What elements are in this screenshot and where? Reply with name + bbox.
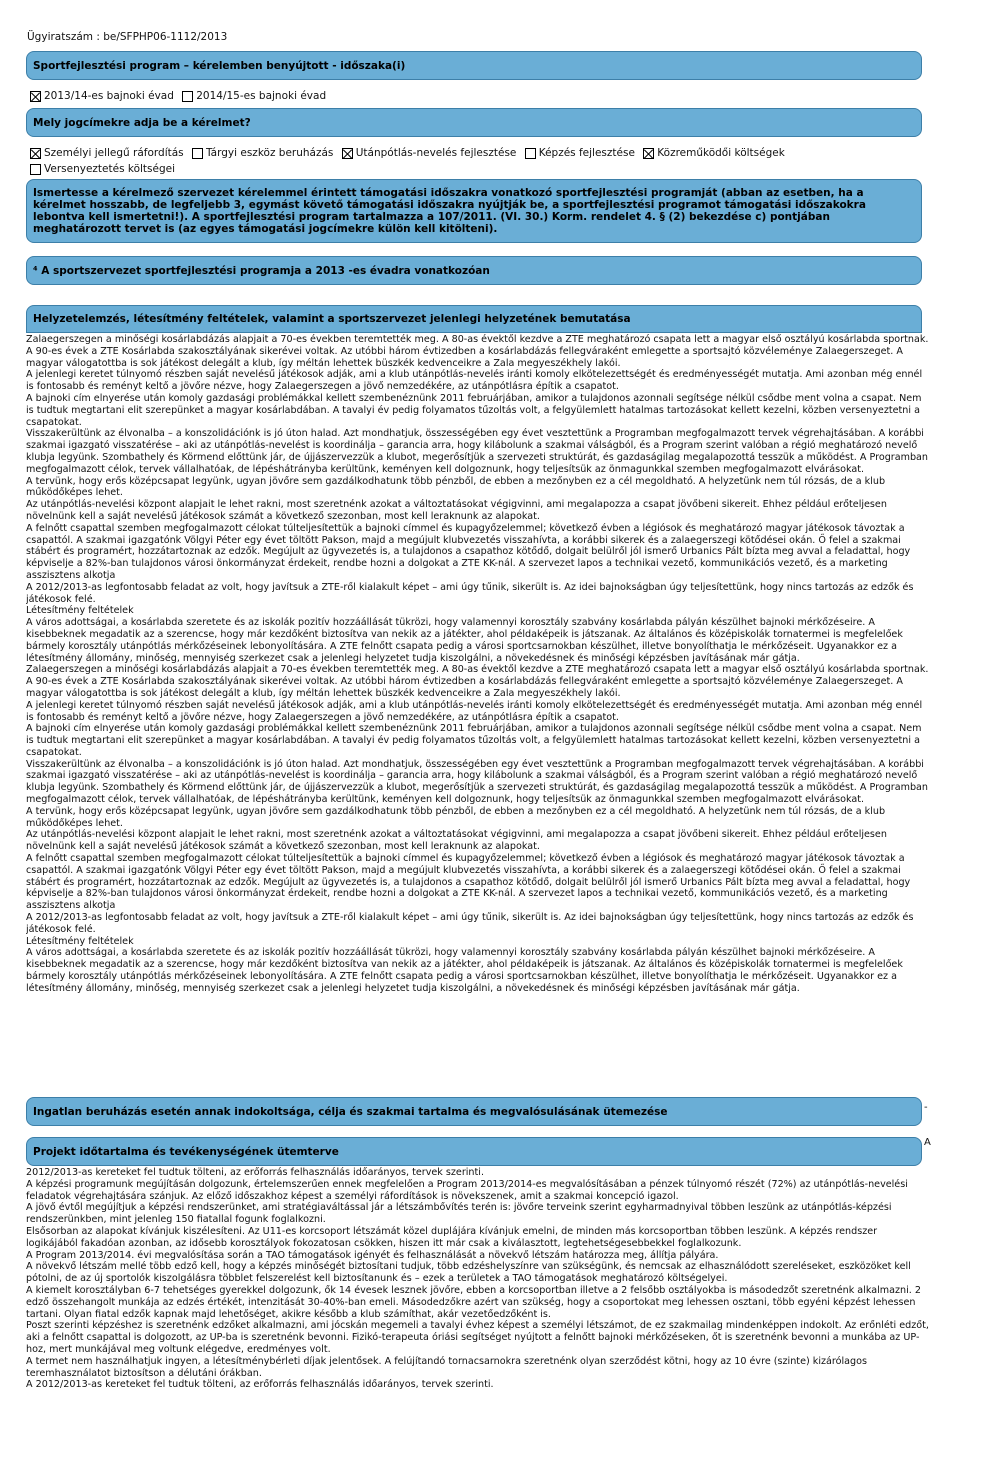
season-2-label: 2014/15-es bajnoki évad [196, 90, 327, 102]
season-1-label: 2013/14-es bajnoki évad [44, 90, 174, 102]
category-5-label: Közreműködői költségek [657, 147, 785, 159]
category-2-checkbox[interactable] [192, 148, 203, 159]
section-header-project-schedule: Projekt időtartalma és tevékenységének ütemterve [26, 1137, 922, 1166]
section-header-program-description: Ismertesse a kérelmező szervezet kérelemmel érintett támogatási időszakra vonatkozó sportfejlesztési programját (abban az esetben, ha a kérelmet hosszabb, de legfeljebb 3, egymást követő támogatási időszakra nyújtják be, a sportfejlesztési programot támogatási időszakokra lebontva kell ismertetni!). A sportfejlesztési program tartalmazza a 107/2011. (VI. 30.) Korm. rendelet 4. § (2) bekezdése c) pontjában meghatározott tervet is (az egyes támogatási jogcímekre külön kell kitölteni). [26, 179, 922, 243]
reference-number: Ügyiratszám : be/SFPHP06-1112/2013 [27, 31, 228, 43]
category-4-checkbox[interactable] [525, 148, 536, 159]
section-header-real-estate: Ingatlan beruházás esetén annak indokoltsága, célja és szakmai tartalma és megvalósulásának ütemezése [26, 1097, 922, 1126]
category-option-4[interactable] [525, 147, 635, 160]
category-2-label: Tárgyi eszköz beruházás [206, 147, 334, 159]
paragraph: Zalaegerszegen a minőségi kosárlabdázás alapjait a 70-es években teremtették meg. A 80-as évektől kezdve a ZTE meghatározó csapata lett a magyar első osztályú kosárlabda sportnak. A 90-es évek a ZTE Kosárlabda szakosztályának sikerévei voltak. Az utóbbi három évtizedben a kosárlabdázás fellegváraként emlegette a sportsajtó közvéleménye Zalaegerszeget. A magyar válogatottba is sok játékost delegált a klub, így méltán lehettek büszkék kedvenceikre a Zala megyeszékhely lakói. [26, 664, 929, 699]
season-checkboxes [30, 90, 925, 106]
paragraph: A bajnoki cím elnyerése után komoly gazdasági problémákkal kellett szembenéznünk 2011 februárjában, amikor a tulajdonos azonnali segítsége nélkül csődbe ment volna a csapat. Nem is tudtuk megtartani elit szerepünket a magyar kosárlabdában. A tavalyi év pedig folyamatos tűzoltás volt, a felgyülemlett hatalmas tartozásokat kellett kezelni, közben versenyeztetni a csapatokat. [26, 723, 922, 758]
section-header-season-program: ⁴ A sportszervezet sportfejlesztési programja a 2013 -es évadra vonatkozóan [26, 256, 922, 285]
paragraph: A kiemelt korosztályban 6-7 tehetséges gyerekkel dolgozunk, ők 14 évesek lesznek jövőre, ebben a korcsoportban illetve a 2 felsőbb osztályokba is másodedzőt szeretnénk alkalmazni. 2 edző összehangolt munkája az edzés értékét, intenzitását 30-40%-ban emeli. Másodedzőkre azért van szükség, hogy a csoportokat meg lehessen osztani, több egyéni képzést lehessen tartani. Olyan fiatal edzők kapnak majd lehetőséget, akikre később a klub számíthat, akár vezetőedzőként is. [26, 1284, 921, 1320]
season-2-checkbox[interactable] [182, 91, 193, 102]
paragraph: Zalaegerszegen a minőségi kosárlabdázás alapjait a 70-es években teremtették meg. A 80-as évektől kezdve a ZTE meghatározó csapata lett a magyar első osztályú kosárlabda sportnak. A 90-es évek a ZTE Kosárlabda szakosztályának sikerévei voltak. Az utóbbi három évtizedben a kosárlabdázás fellegváraként emlegette a sportsajtó közvéleménye Zalaegerszeget. A magyar válogatottba is sok játékost delegált a klub, így méltán lehettek büszkék kedvenceikre a Zala megyeszékhely lakói. [26, 334, 929, 369]
paragraph: A város adottságai, a kosárlabda szeretete és az iskolák pozitív hozzáállását tükrözi, hogy valamennyi korosztály szabvány kosárlabda pályán készülhet bajnoki mérkőzéseire. A kisebbeknek megadatik az a szerencse, hogy már kezdőként biztosítva van nekik az a játékter, ahol példaképeik is játszanak. Az általános és középiskolák tornatermei is megfelelőek bármely korosztály utánpótlás mérkőzéseinek lebonyolítására. A ZTE felnőtt csapata pedig a városi sportcsarnokban készülhet, illetve bonyolíthatja le mérkőzéseit. Ugyanakkor ez a létesítmény állomány, minőség, mennyiség szerkezet csak a jelenlegi helyzetet tudja kiszolgálni, a növekedésnek és minőségi képzésben javításának már gátja. [26, 617, 903, 664]
paragraph: A Program 2013/2014. évi megvalósítása során a TAO támogatások igényét és felhasználását a növekvő létszám határozza meg, állítja pályára. [26, 1249, 719, 1261]
paragraph: A jelenlegi keretet túlnyomó részben saját nevelésű játékosok adják, ami a klub utánpótlás-nevelés iránti komoly elkötelezettségét és eredményességét mutatja. Ami azonban még ennél is fontosabb és reményt keltő a jövőre nézve, hogy Zalaegerszegen a jövő nemzedékére, az utánpótlásra építik a csapatot. [26, 369, 923, 393]
paragraph: A termet nem használhatjuk ingyen, a létesítménybérleti díjak jelentősek. A felújítandó tornacsarnokra szeretnénk olyan szerződést kötni, hogy az 10 évre (szinte) kizárólagos teremhasználatot biztosítson a délutáni órákban. [26, 1355, 868, 1379]
paragraph: Visszakerültünk az élvonalba – a konszolidációnk is jó úton halad. Azt mondhatjuk, összességében egy évet vesztettünk a Programban megfogalmazott tervek végrehajtásában. A korábbi szakmai igazgató visszatérése – aki az utánpótlás-nevelést is koordinálja – garancia arra, hogy kilábolunk a szakmai válságból, és a Program szerint valóban a régió meghatározó nevelő klubja legyünk. Szombathely és Körmend előttünk jár, de újjászervezzük a klubot, megerősítjük a szervezeti struktúrát, és gazdaságilag megalapozottá tesszük a működést. A Programban megfogalmazott célok, tervek vállalhatóak, de lépéshátrányba kerültünk, keményen kell dolgoznunk, hogy teljesítsük az önmagunkkal szemben megfogalmazott elvárásokat. [26, 428, 929, 475]
section-header-program-period: Sportfejlesztési program – kérelemben benyújtott - időszaka(i) [26, 51, 922, 80]
paragraph: A város adottságai, a kosárlabda szeretete és az iskolák pozitív hozzáállását tükrözi, hogy valamennyi korosztály szabvány kosárlabda pályán készülhet bajnoki mérkőzéseire. A kisebbeknek megadatik az a szerencse, hogy már kezdőként biztosítva van nekik az a játékter, ahol példaképeik is játszanak. Az általános és középiskolák tornatermei is megfelelőek bármely korosztály utánpótlás mérkőzéseinek lebonyolítására. A ZTE felnőtt csapata pedig a városi sportcsarnokban készülhet, illetve bonyolíthatja le mérkőzéseit. Ugyanakkor ez a létesítmény állomány, minőség, mennyiség szerkezet csak a jelenlegi helyzetet tudja kiszolgálni, a növekedésnek és minőségi képzésben javításának már gátja. [26, 947, 903, 994]
category-5-checkbox[interactable] [643, 148, 654, 159]
paragraph: Az utánpótlás-nevelési központ alapjait le lehet rakni, most szeretnénk azokat a változtatásokat végigvinni, ami megalapozza a csapat jövőbeni sikereit. Ehhez például erőteljesen növelnünk kell a saját nevelésű játékosok számát a következő szezonban, most kell leraknunk az alapokat. [26, 499, 887, 522]
paragraph: Az utánpótlás-nevelési központ alapjait le lehet rakni, most szeretnénk azokat a változtatásokat végigvinni, ami megalapozza a csapat jövőbeni sikereit. Ehhez például erőteljesen növelnünk kell a saját nevelésű játékosok számát a következő szezonban, most kell leraknunk az alapokat. [26, 829, 887, 853]
paragraph: A felnőtt csapattal szemben megfogalmazott célokat túlteljesítettük a bajnoki címmel és kupagyőzelemmel; következő évben a légiósok és meghatározó magyar játékosok távoztak a csapattól. A szakmai igazgatónk Völgyi Péter egy évet töltött Pakson, majd a megújult klubvezetés visszahívta, a korábbi sikerek és a zalaegerszegi kötődései okán. Ő felel a szakmai stábért és programért, hozzátartoznak az edzők. Megújult az ügyvezetés is, a tulajdonos a csapathoz kötődő, dolgait belülről jól ismerő Urbanics Pált bízta meg avval a feladattal, hogy képviselje a 82%-ban tulajdonos városi önkormányzat érdekeit, rendbe hozni a dolgokat a ZTE KK-nál. A szervezet lapos a technikai vezető, kommunikációs vezető, és a marketing asszisztens alkotja [26, 522, 911, 581]
category-3-label: Utánpótlás-nevelés fejlesztése [355, 147, 517, 159]
category-checkboxes [30, 147, 925, 179]
season-option-2[interactable] [182, 90, 326, 103]
paragraph: Poszt szerinti képzéshez is szeretnénk edzőket alkalmazni, ami jócskán megemeli a tavalyi évhez képest a személyi létszámot, de ez szakmailag mindenképpen indokolt. Az erőnléti edzőt, aki a felnőtt csapattal is dolgozott, az UP-ba is szeretnénk bevonni. Fizikó-terapeuta óriási segítséget nyújtott a felnőtt bajnoki mérkőzéseken, őt is szeretnénk bevonni a munkába az UP-hoz, mert munkájával meg voltunk elégedve, eredményes volt. [26, 1320, 929, 1355]
section-header-legal-titles: Mely jogcímekre adja be a kérelmet? [26, 108, 922, 137]
paragraph: A növekvő létszám mellé több edző kell, hogy a képzés minőségét biztosítani tudjuk, több edzéshelyszínre van szükségünk, és nemcsak az elhasználódott szereléseket, eszközöket kell pótolni, de az új sportolók kiszolgálásra többlet felszerelést kell biztosítanunk és – ezek a területek a TAO támogatások meghatározó költségelyei. [26, 1261, 911, 1285]
paragraph: Visszakerültünk az élvonalba – a konszolidációnk is jó úton halad. Azt mondhatjuk, összességében egy évet vesztettünk a Programban megfogalmazott tervek végrehajtásában. A korábbi szakmai igazgató visszatérése – aki az utánpótlás-nevelést is koordinálja – garancia arra, hogy kilábolunk a szakmai válságból, és a Program szerint valóban a régió meghatározó nevelő klubja legyünk. Szombathely és Körmend előttünk jár, de újjászervezzük a klubot, megerősítjük a szervezeti struktúrát, és gazdaságilag megalapozottá tesszük a működést. A Programban megfogalmazott célok, tervek vállalhatóak, de lépéshátrányba kerültünk, keményen kell dolgoznunk, hogy teljesítsük az önmagunkkal szemben megfogalmazott elvárásokat. [26, 758, 929, 806]
paragraph: A 2012/2013-as legfontosabb feladat az volt, hogy javítsuk a ZTE-ről kialakult képet – ami úgy tűnik, sikerült is. Az idei bajnokságban úgy teljesítettünk, hogy nincs tartozás az edzők és játékosok felé. [26, 581, 914, 605]
category-option-2[interactable] [192, 147, 333, 160]
category-1-label: Személyi jellegű ráfordítás [44, 147, 184, 159]
category-option-6[interactable] [30, 163, 175, 176]
paragraph: A képzési programunk megújításán dolgozunk, értelemszerűen ennek megfelelően a Program 2013/2014-es megvalósításában a pénzek túlnyomó részét (72%) az utánpótlás-nevelési feladatok végrehajtására szánjuk. Az előző időszakhoz képest a személyi ráfordítások is növekszenek, amit a szakmai koncepció igazol. [26, 1178, 908, 1202]
category-3-checkbox[interactable] [342, 148, 353, 159]
category-6-label: Versenyeztetés költségei [44, 163, 176, 175]
season-option-1[interactable] [30, 90, 174, 103]
paragraph: Létesítmény feltételek [26, 935, 134, 947]
paragraph: Elsősorban az alapokat kívánjuk kiszélesíteni. Az U11-es korcsoport létszámát közel duplájára kívánjuk emelni, de minden más korcsoportban többen leszünk. A képzés rendszer logikájából fakadóan azonban, az idősebb korosztályok fokozatosan csökken, hiszen itt már csak a kiválasztott, legtehetségesebbekkel foglalkozunk. [26, 1225, 878, 1249]
side-mark-dash: - [924, 1102, 928, 1113]
paragraph: A jövő évtől megújítjuk a képzési rendszerünket, ami stratégiaváltással jár a létszámbővítés terén is: jövőre terveink szerint egyharmadnyival többen leszünk az utánpótlás-képzési rendszerünkben, mint jelenleg 150 fiatallal fogunk foglalkozni. [26, 1202, 892, 1226]
category-option-1[interactable] [30, 147, 184, 160]
section-header-situation-analysis: Helyzetelemzés, létesítmény feltételek, valamint a sportszervezet jelenlegi helyzetének bemutatása [26, 305, 922, 333]
paragraph: A 2012/2013-as legfontosabb feladat az volt, hogy javítsuk a ZTE-ről kialakult képet – ami úgy tűnik, sikerült is. Az idei bajnokságban úgy teljesítettünk, hogy nincs tartozás az edzők és játékosok felé. [26, 912, 914, 935]
paragraph: A tervünk, hogy erős középcsapat legyünk, ugyan jövőre sem gazdálkodhatunk több pénzből, de ebben a mezőnyben ez a cél megoldható. A helyzetünk nem túl rózsás, de a klub működőképes lehet. [26, 475, 886, 499]
paragraph: A jelenlegi keretet túlnyomó részben saját nevelésű játékosok adják, ami a klub utánpótlás-nevelés iránti komoly elkötelezettségét és eredményességét mutatja. Ami azonban még ennél is fontosabb és reményt keltő a jövőre nézve, hogy Zalaegerszegen a jövő nemzedékére, az utánpótlásra építik a csapatot. [26, 699, 923, 723]
project-schedule-text [26, 1167, 931, 1412]
paragraph: A tervünk, hogy erős középcsapat legyünk, ugyan jövőre sem gazdálkodhatunk több pénzből, de ebben a mezőnyben ez a cél megoldható. A helyzetünk nem túl rózsás, de a klub működőképes lehet. [26, 805, 886, 829]
paragraph: A felnőtt csapattal szemben megfogalmazott célokat túlteljesítettük a bajnoki címmel és kupagyőzelemmel; következő évben a légiósok és meghatározó magyar játékosok távoztak a csapattól. A szakmai igazgatónk Völgyi Péter egy évet töltött Pakson, majd a megújult klubvezetés visszahívta, a korábbi sikerek és a zalaegerszegi kötődései okán. Ő felel a szakmai stábért és programért, hozzátartoznak az edzők. Megújult az ügyvezetés is, a tulajdonos a csapathoz kötődő, dolgait belülről jól ismerő Urbanics Pált bízta meg avval a feladattal, hogy képviselje a 82%-ban tulajdonos városi önkormányzat érdekeit, rendbe hozni a dolgokat a ZTE KK-nál. A szervezet lapos a technikai vezető, kommunikációs vezető, és a marketing asszisztens alkotja [26, 853, 911, 912]
category-1-checkbox[interactable] [30, 148, 41, 159]
category-option-3[interactable] [342, 147, 517, 160]
category-6-checkbox[interactable] [30, 164, 41, 175]
side-mark-a: A [924, 1137, 931, 1148]
paragraph: A 2012/2013-as kereteket fel tudtuk tölteni, az erőforrás felhasználás időarányos, tervek szerinti. [26, 1379, 494, 1391]
season-1-checkbox[interactable] [30, 91, 41, 102]
paragraph: Létesítmény feltételek [26, 605, 134, 617]
situation-analysis-text [26, 334, 931, 1086]
paragraph: A bajnoki cím elnyerése után komoly gazdasági problémákkal kellett szembenéznünk 2011 februárjában, amikor a tulajdonos azonnali segítsége nélkül csődbe ment volna a csapat. Nem is tudtuk megtartani elit szerepünket a magyar kosárlabdában. A tavalyi év pedig folyamatos tűzoltás volt, a felgyülemlett hatalmas tartozásokat kellett kezelni, közben versenyeztetni a csapatokat. [26, 392, 922, 428]
paragraph: 2012/2013-as kereteket fel tudtuk tölteni, az erőforrás felhasználás időarányos, tervek szerinti. [26, 1167, 484, 1178]
category-4-label: Képzés fejlesztése [538, 147, 635, 159]
category-option-5[interactable] [643, 147, 785, 160]
